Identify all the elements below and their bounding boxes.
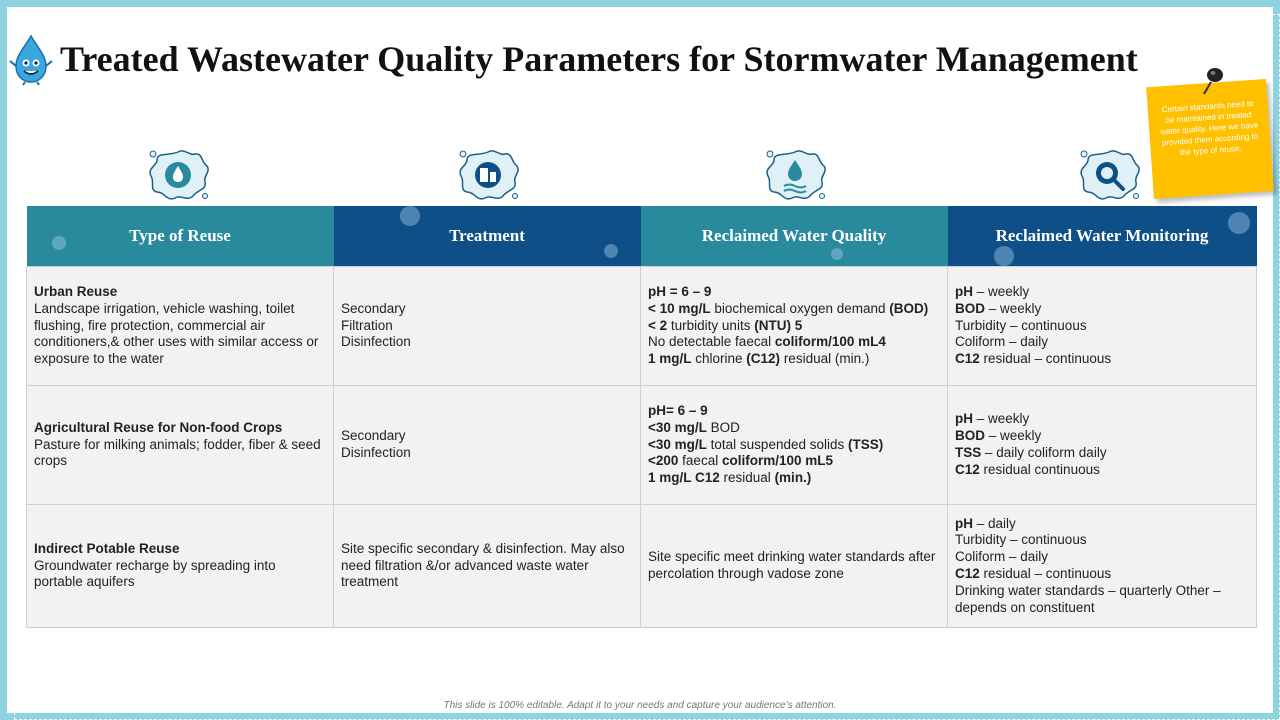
- monitoring-line: Coliform – daily: [955, 334, 1049, 350]
- reuse-title: Indirect Potable Reuse: [34, 540, 180, 556]
- treatment-line: Secondary: [341, 300, 406, 316]
- water-search-icon: [1076, 144, 1142, 204]
- quality-line: <200 faecal coliform/100 mL5: [648, 453, 833, 469]
- monitoring-line: Drinking water standards – quarterly Other – depends on constituent: [955, 582, 1221, 615]
- treatment-line: Disinfection: [341, 334, 411, 350]
- quality-line: <30 mg/L BOD: [648, 419, 740, 435]
- type-cell: [27, 267, 334, 386]
- table-row: [27, 386, 1257, 505]
- header-treatment: Treatment: [334, 206, 641, 267]
- water-recycle-icon: [145, 144, 211, 204]
- monitoring-line: BOD – weekly: [955, 428, 1042, 444]
- treatment-cell: [334, 267, 641, 386]
- quality-line: < 10 mg/L biochemical oxygen demand (BOD): [648, 300, 929, 316]
- treatment-line: Disinfection: [341, 445, 411, 460]
- treatment-cell: [334, 505, 641, 628]
- quality-line: 1 mg/L chlorine (C12) residual (min.): [648, 351, 870, 367]
- reuse-description: Groundwater recharge by spreading into portable aquifers: [34, 557, 276, 590]
- sticky-note: Certain standards need to be maintained in treated water quality. Here we have provided them according to the type of reuse.: [1146, 79, 1274, 199]
- table-row: [27, 267, 1257, 386]
- reuse-title: Agricultural Reuse for Non-food Crops: [34, 419, 283, 435]
- quality-line: pH = 6 – 9: [648, 284, 712, 299]
- monitoring-line: Coliform – daily: [955, 549, 1049, 565]
- reuse-description: Pasture for milking animals; fodder, fiber & seed crops: [34, 436, 321, 469]
- water-quality-icon: [762, 144, 828, 204]
- treatment-line: Secondary: [341, 428, 406, 444]
- monitoring-cell: [948, 386, 1257, 505]
- monitoring-line: TSS – daily coliform daily: [955, 445, 1107, 460]
- reuse-description: Landscape irrigation, vehicle washing, toilet flushing, fire protection, commercial air conditioners,& other uses with similar access or exposure to the water: [34, 300, 319, 367]
- page-title: Treated Wastewater Quality Parameters for Stormwater Management: [60, 39, 1138, 79]
- quality-parameters-table: [26, 206, 1257, 628]
- monitoring-line: Turbidity – continuous: [955, 317, 1087, 333]
- header-reclaimed-water-monitoring: Reclaimed Water Monitoring: [948, 206, 1257, 267]
- monitoring-line: pH – weekly: [955, 411, 1030, 427]
- treatment-line: Site specific secondary & disinfection. May also need filtration &/or advanced waste water treatment: [341, 540, 625, 590]
- quality-line: <30 mg/L total suspended solids (TSS): [648, 436, 884, 452]
- monitoring-cell: [948, 267, 1257, 386]
- monitoring-line: C12 residual – continuous: [955, 351, 1112, 367]
- pushpin-icon: [1196, 64, 1226, 98]
- quality-cell: [641, 386, 948, 505]
- monitoring-line: pH – daily: [955, 515, 1016, 531]
- quality-line: 1 mg/L C12 residual (min.): [648, 470, 812, 486]
- water-tank-icon: [455, 144, 521, 204]
- footer-note: This slide is 100% editable. Adapt it to your needs and capture your audience’s attention.: [443, 700, 837, 711]
- quality-line: pH= 6 – 9: [648, 403, 708, 418]
- monitoring-line: BOD – weekly: [955, 300, 1042, 316]
- monitoring-cell: [948, 505, 1257, 628]
- monitoring-line: C12 residual – continuous: [955, 566, 1112, 581]
- header-type-of-reuse: Type of Reuse: [27, 206, 334, 267]
- monitoring-line: pH – weekly: [955, 284, 1030, 299]
- quality-cell: [641, 267, 948, 386]
- quality-cell: [641, 505, 948, 628]
- monitoring-line: C12 residual continuous: [955, 461, 1100, 477]
- table-row: [27, 505, 1257, 628]
- quality-line: No detectable faecal coliform/100 mL4: [648, 334, 886, 350]
- water-drop-mascot-icon: [8, 34, 54, 86]
- quality-line: Site specific meet drinking water standards after percolation through vadose zone: [648, 549, 936, 581]
- type-cell: [27, 505, 334, 628]
- treatment-line: Filtration: [341, 317, 393, 333]
- type-cell: [27, 386, 334, 505]
- treatment-cell: [334, 386, 641, 505]
- reuse-title: Urban Reuse: [34, 284, 118, 299]
- quality-line: < 2 turbidity units (NTU) 5: [648, 317, 803, 333]
- header-reclaimed-water-quality: Reclaimed Water Quality: [641, 206, 948, 267]
- monitoring-line: Turbidity – continuous: [955, 532, 1087, 548]
